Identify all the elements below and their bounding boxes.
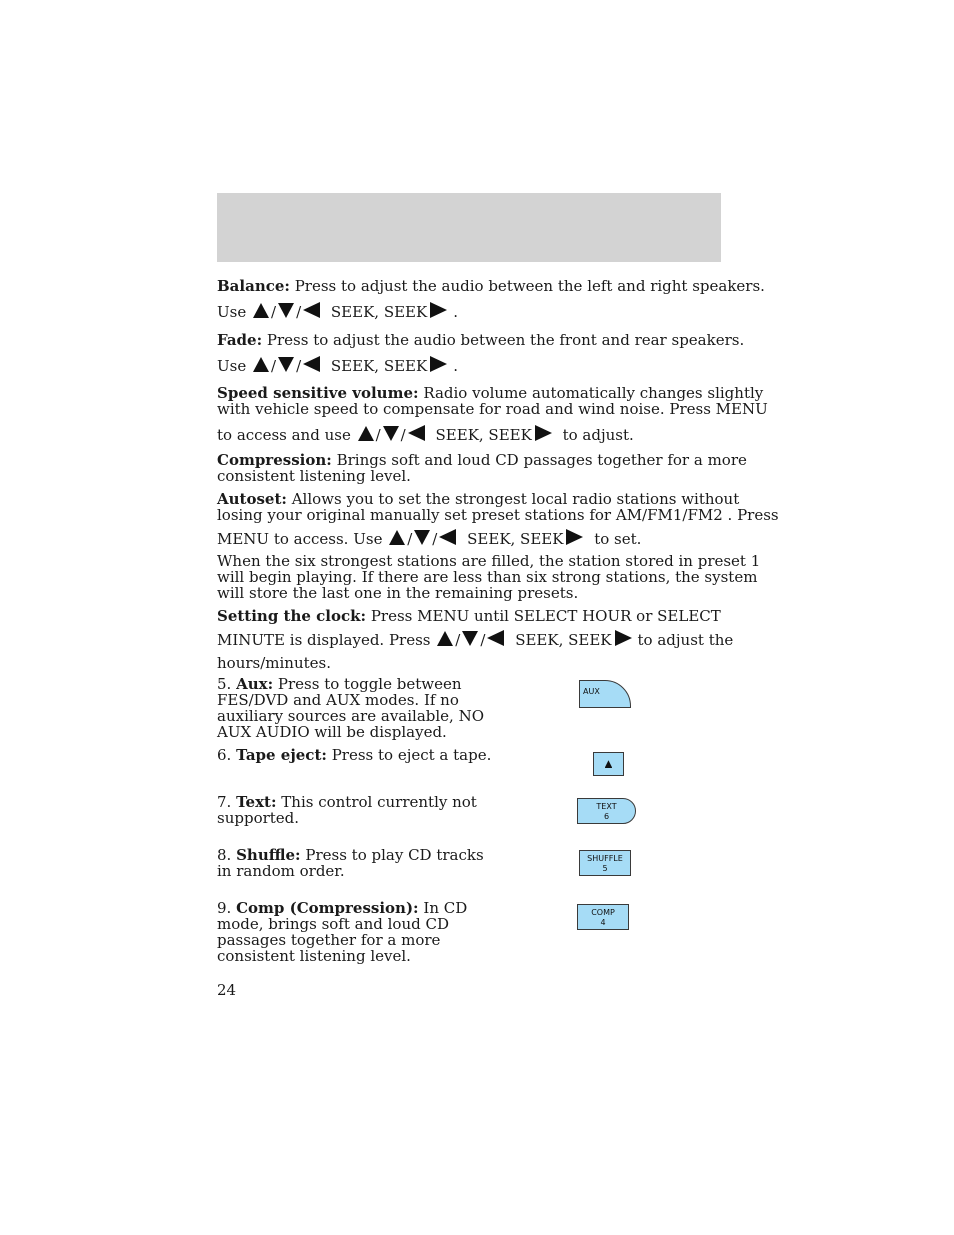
end-text: to adjust. <box>562 426 634 444</box>
seek-label: SEEK, SEEK <box>515 631 612 649</box>
clock-text-3: hours/minutes. <box>217 654 331 672</box>
arrow-up-icon <box>253 357 269 372</box>
clock-section: Setting the clock: Press MENU until SELECT HOUR or SELECT MINUTE is displayed. Press / / SEEK, SEEK to adjust the hours/minutes. <box>217 607 734 672</box>
autoset-text-3: MENU to access. Use <box>217 530 383 548</box>
item-title: Tape eject: <box>236 746 327 764</box>
balance-section: Balance: Press to adjust the audio between the left and right speakers. Use / / SEEK, SEEK . <box>217 277 765 321</box>
item-text: Press to play CD tracks <box>305 846 484 864</box>
arrow-left-icon <box>408 425 425 441</box>
page-number: 24 <box>217 981 237 999</box>
arrow-down-icon <box>462 631 478 646</box>
arrow-down-icon <box>278 357 294 372</box>
autoset-more-text-2: will begin playing. If there are less than six strong stations, the system <box>217 568 758 586</box>
use-label: Use <box>217 357 247 375</box>
balance-text: Press to adjust the audio between the left and right speakers. <box>294 277 765 295</box>
arrow-down-icon <box>414 530 430 545</box>
item-number: 5. <box>217 675 232 693</box>
item-text: Press to toggle between <box>277 675 462 693</box>
item-text: mode, brings soft and loud CD <box>217 915 449 933</box>
end-text: to adjust the <box>637 631 734 649</box>
speed-volume-text: Radio volume automatically changes slightly <box>423 384 764 402</box>
item-number: 6. <box>217 746 232 764</box>
arrow-down-icon <box>278 303 294 318</box>
comp-button-label: COMP <box>591 908 615 917</box>
arrow-up-icon <box>358 426 374 441</box>
arrow-up-icon <box>389 530 405 545</box>
fade-text: Press to adjust the audio between the front and rear speakers. <box>266 331 745 349</box>
balance-title: Balance: <box>217 277 290 295</box>
clock-text: Press MENU until SELECT HOUR or SELECT <box>370 607 721 625</box>
item-text: consistent listening level. <box>217 947 411 965</box>
arrow-right-icon <box>430 356 447 372</box>
item-text: supported. <box>217 809 300 827</box>
arrow-left-icon <box>439 529 456 545</box>
compression-text-2: consistent listening level. <box>217 467 411 485</box>
item-text: FES/DVD and AUX modes. If no <box>217 691 459 709</box>
autoset-more-text-3: will store the last one in the remaining presets. <box>217 584 579 602</box>
speed-volume-text-3: to access and use <box>217 426 351 444</box>
item-shuffle <box>217 847 487 879</box>
arrow-right-icon <box>430 302 447 318</box>
item-text: This control currently not <box>281 793 477 811</box>
item-text: in random order. <box>217 862 345 880</box>
speed-volume-text-2: with vehicle speed to compensate for road and wind noise. Press MENU <box>217 400 768 418</box>
arrow-up-icon <box>253 303 269 318</box>
item-text: AUX AUDIO will be displayed. <box>217 723 447 741</box>
shuffle-button-number: 5 <box>602 864 608 873</box>
autoset-text: Allows you to set the strongest local radio stations without <box>291 490 740 508</box>
fade-title: Fade: <box>217 331 263 349</box>
item-text: passages together for a more <box>217 931 441 949</box>
item-text: In CD <box>423 899 468 917</box>
arrow-right-icon <box>566 529 583 545</box>
header-band <box>217 193 721 262</box>
seek-label: SEEK, SEEK <box>467 530 564 548</box>
text-button[interactable] <box>577 798 636 824</box>
compression-text: Brings soft and loud CD passages together for a more <box>336 451 747 469</box>
arrow-right-icon <box>535 425 552 441</box>
tape-eject-button[interactable] <box>593 752 624 776</box>
end-text: . <box>453 357 458 375</box>
item-comp <box>217 900 487 964</box>
compression-title: Compression: <box>217 451 332 469</box>
fade-section: Fade: Press to adjust the audio between the front and rear speakers. Use / / SEEK, SEEK . <box>217 331 745 375</box>
item-title: Comp (Compression): <box>236 899 419 917</box>
comp-button[interactable] <box>577 904 629 930</box>
item-aux <box>217 676 487 740</box>
item-title: Shuffle: <box>236 846 301 864</box>
seek-label: SEEK, SEEK <box>435 426 532 444</box>
arrow-up-icon <box>437 631 453 646</box>
item-title: Text: <box>236 793 277 811</box>
item-number: 8. <box>217 846 232 864</box>
item-text: Press to eject a tape. <box>331 746 492 764</box>
text-button-number: 6 <box>603 812 610 821</box>
shuffle-button-label: SHUFFLE <box>587 854 623 863</box>
item-tape-eject <box>217 746 492 764</box>
clock-title: Setting the clock: <box>217 607 367 625</box>
seek-label: SEEK, SEEK <box>330 303 428 321</box>
arrow-right-icon <box>615 630 632 646</box>
autoset-more-section <box>217 552 761 602</box>
use-label: Use <box>217 303 247 321</box>
end-text: to set. <box>594 530 642 548</box>
speed-volume-title: Speed sensitive volume: <box>217 384 419 402</box>
arrow-down-icon <box>383 426 399 441</box>
text-button-label: TEXT <box>596 802 617 811</box>
shuffle-button[interactable] <box>579 850 631 876</box>
item-text: auxiliary sources are available, NO <box>217 707 485 725</box>
end-text: . <box>453 303 458 321</box>
autoset-more-text-1: When the six strongest stations are filled, the station stored in preset 1 <box>217 552 761 570</box>
arrow-left-icon <box>303 302 320 318</box>
item-text-control <box>217 794 487 826</box>
eject-icon: ▲ <box>605 759 612 769</box>
speed-volume-section: Speed sensitive volume: Radio volume automatically changes slightly with vehicle speed to compensate for road and wind noise. Press MENU to access and use / / SEEK, SEEK to adjust. <box>217 384 768 444</box>
autoset-section: Autoset: Allows you to set the strongest local radio stations without losing your original manually set preset stations for AM/FM1/FM2 . Press MENU to access. Use / / SEEK, SEEK to set. <box>217 490 779 548</box>
item-title: Aux: <box>236 675 274 693</box>
compression-section <box>217 451 747 485</box>
item-number: 9. <box>217 899 232 917</box>
seek-label: SEEK, SEEK <box>330 357 428 375</box>
item-number: 7. <box>217 793 232 811</box>
arrow-left-icon <box>303 356 320 372</box>
autoset-title: Autoset: <box>217 490 287 508</box>
clock-text-2: MINUTE is displayed. Press <box>217 631 431 649</box>
aux-button-label: AUX <box>583 687 600 696</box>
autoset-text-2: losing your original manually set preset stations for AM/FM1/FM2 . Press <box>217 506 779 524</box>
comp-button-number: 4 <box>600 918 606 927</box>
arrow-left-icon <box>487 630 504 646</box>
aux-button[interactable] <box>579 680 631 708</box>
